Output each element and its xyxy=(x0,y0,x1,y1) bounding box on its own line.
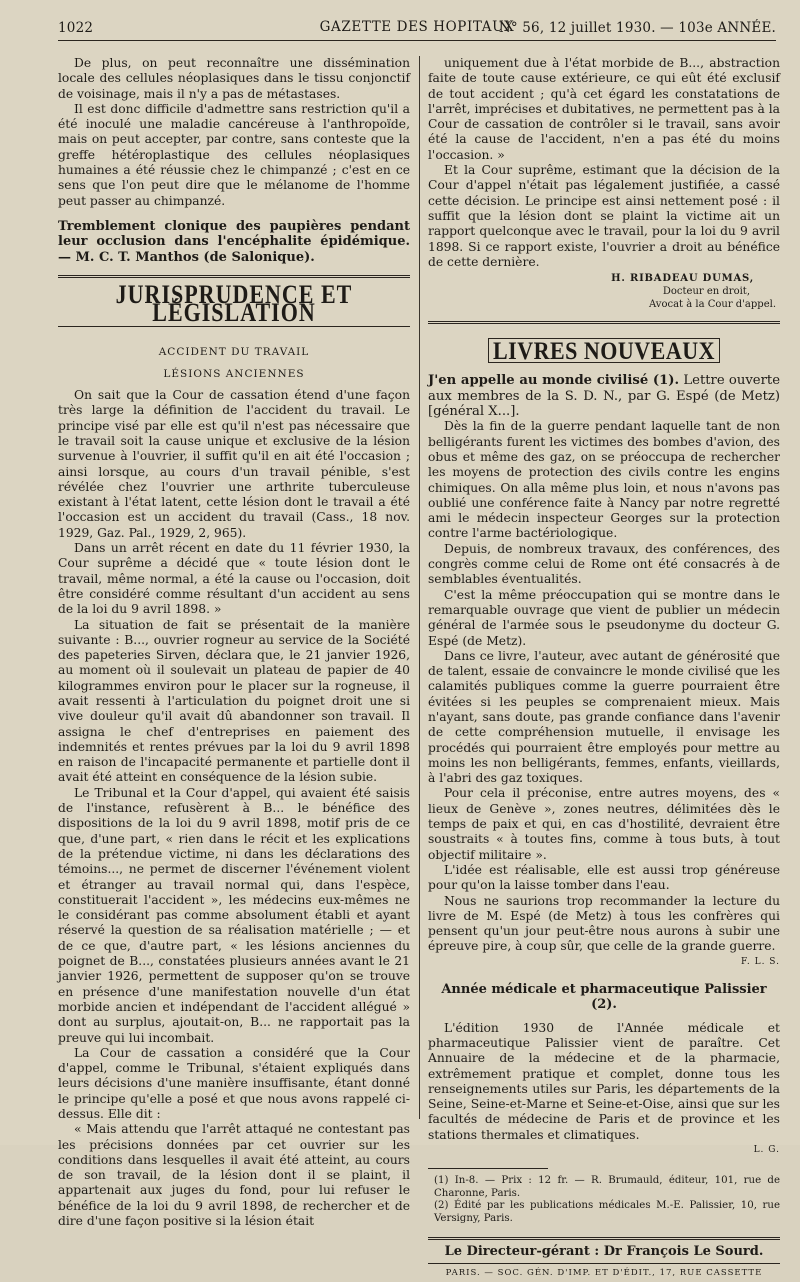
section-title-box xyxy=(488,336,720,366)
issue-info: N° 56, 12 juillet 1930. — 103e ANNÉE. xyxy=(498,20,776,36)
paragraph: La Cour de cassation a considéré que la Cour d'appel, comme le Tribunal, s'étaient expliqués dans leurs décisions d'une manière insuffisante, étant donné le principe qu'elle a posé et que nous avons rappelé ci-dessus. Elle dit : xyxy=(58,1045,410,1121)
subheading: LÉSIONS ANCIENNES xyxy=(163,367,305,380)
footnote: (1) In-8. — Prix : 12 fr. — R. Brumauld, éditeur, 101, rue de Charonne, Paris. xyxy=(434,1175,780,1199)
paragraph: Depuis, de nombreux travaux, des conférences, des congrès comme celui de Rome ont été consacrés à de semblables éventualités. xyxy=(428,541,780,587)
paragraph: De plus, on peut reconnaître une dissémination locale des cellules néoplasiques dans le tissu conjonctif de voisinage, mais il n'y a pas de métastases. xyxy=(58,56,410,101)
paragraph: Le Tribunal et la Cour d'appel, qui avaient été saisis de l'instance, refusèrent à B... le bénéfice des dispositions de la loi du 9 avril 1898, motif pris de ce que, d'une part, « rien dans le récit et les explications de la prétendue victime, ni dans les déclarations des témoins..., ne permet de discerner l'événement violent et étranger au travail normal qui, dans l'espèce, constituerait l'accident », les médecins eux-mêmes ne le considérant pas comme absolument établi et ayant réservé la question de sa réalisation matérielle ; — et de ce que, d'autre part, « les lésions anciennes du poignet de B..., constatées plusieurs années avant le 21 janvier 1926, permettent de supposer qu'on se trouve en présence d'une manifestation nouvelle d'un état morbide ancien et indépendant de l'accident allégué » dont au surplus, ajoutait-on, B... ne rapportait pas la preuve qui lui incombait. xyxy=(58,785,410,1045)
paragraph: Et la Cour suprême, estimant que la décision de la Cour d'appel n'était pas légalement justifiée, a cassé cette décision. Le principe est ainsi nettement posé : il suffit que la lésion dont se plaint la victime ait un rapport quelconque avec le travail, pour la loi du 9 avril 1898. Si ce rapport existe, l'ouvrier a droit au bénéfice de cette dernière. xyxy=(428,163,780,269)
review-subtitle: Lettre ouverte aux membres de la S. D. N., par G. Espé (de Metz) [général X...]. xyxy=(428,373,780,420)
review-heading xyxy=(428,373,780,419)
section-title: JURISPRUDENCE ET LÉGISLATION xyxy=(115,278,353,328)
footnote-rule xyxy=(428,1168,548,1169)
paragraph: La situation de fait se présentait de la manière suivante : B..., ouvrier rogneur au service de la Société des papeteries Sirven, déclara que, le 21 janvier 1926, au moment où il soulevait un plateau de papier de 40 kilogrammes environ pour le placer sur la rogneuse, il avait ressenti à l'articulation du poignet droit une si vive douleur qu'il avait dû abandonner son travail. Il assigna le chef d'entreprises en paiement des indemnités et rentes prévues par la loi du 9 avril 1898 en raison de l'incapacité permanente et partielle dont il avait été atteint en conséquence de la lésion subie. xyxy=(58,617,410,785)
paragraph: Pour cela il préconise, entre autres moyens, des « lieux de Genève », zones neutres, délimitées dès le temps de paix et qui, en cas d'hostilité, devraient être soustraits « à toutes fins, comme à tous buts, à tout objectif militaire ». xyxy=(428,786,780,862)
signature-title: Docteur en droit, xyxy=(662,286,750,298)
paragraph: C'est la même préoccupation qui se montre dans le remarquable ouvrage que vient de publier un médecin général de l'armée sous le pseudonyme du docteur G. Espé (de Metz). xyxy=(428,587,780,648)
review-initials: F. L. S. xyxy=(741,956,780,967)
footer-rule xyxy=(428,1237,780,1240)
paragraph: Dès la fin de la guerre pendant laquelle tant de non belligérants furent les victimes des bombes d'avion, des obus et même des gaz, on se préoccupa de rechercher les moyens de protection des civils contre les engins chimiques. On alla même plus loin, et nous n'avons pas oublié une conférence faite à Nancy par notre regretté ami le médecin inspecteur Georges sur la protection contre l'arme bactériologique. xyxy=(428,419,780,541)
section-rule xyxy=(428,321,780,324)
paragraph: Dans un arrêt récent en date du 11 février 1930, la Cour suprême a décidé que « toute lésion dont le travail, même normal, a été la cause ou l'occasion, doit être considéré comme résultant d'un accident au sens de la loi du 9 avril 1898. » xyxy=(58,541,410,617)
paragraph: Il est donc difficile d'admettre sans restriction qu'il a été inoculé une maladie cancéreuse à l'anthropoïde, mais on peut accepter, par contre, sans conteste que la greffe hétéroplastique des cellules néoplasiques humaines a été réussie chez le chimpanzé ; c'est en ce sens que l'on peut dire que le mélanome de l'homme peut passer au chimpanzé. xyxy=(58,101,410,208)
paragraph: Dans ce livre, l'auteur, avec autant de générosité que de talent, essaie de convaincre le monde civilisé que les calamités publiques comme la guerre pourraient être évitées si les peuples se comprenaient mieux. Mais n'ayant, sans doute, pas grande confiance dans l'avenir de cette compréhension mutuelle, il envisage les procédés qui pourraient être employés pour mettre au moins les non belligérants, femmes, enfants, vieillards, à l'abri des gaz toxiques. xyxy=(428,648,780,786)
column-divider xyxy=(419,56,420,1119)
columns xyxy=(58,56,780,1279)
paragraph: « Mais attendu que l'arrêt attaqué ne contestant pas les précisions données par cet ouvrier sur les conditions dans lesquelles il avait été atteint, au cours de son travail, de la lésion dont il se plaint, il appartenait aux juges du fond, pour lui refuser le bénéfice de la loi du 9 avril 1898, de rechercher et de dire d'une façon positive si la lésion était xyxy=(58,1122,410,1229)
signature-name: H. RIBADEAU DUMAS, xyxy=(611,273,754,285)
journal-title: GAZETTE DES HOPITAUX xyxy=(319,19,515,35)
review-title: Année médicale et pharmaceutique Palissier (2). xyxy=(441,982,767,1013)
left-column xyxy=(58,56,410,1229)
paragraph: On sait que la Cour de cassation étend d'une façon très large la définition de l'accident du travail. Le principe visé par elle est qu'il n'est pas nécessaire que le travail soit la cause unique et exclusive de la lésion survenue à l'ouvrier, il suffit qu'il en ait été l'occasion ; ainsi lorsque, au cours d'un travail pénible, s'est révélée chez l'ouvrier une arthrite tuberculeuse existant à l'état latent, cette lésion dont le travail a été l'occasion est un accident du travail (Cass., 18 nov. 1929, Gaz. Pal., 1929, 2, 965). xyxy=(58,388,410,540)
article-heading: Tremblement clonique des paupières pendant leur occlusion dans l'encéphalite épidémique. — M. C. T. Manthos (de Salonique). xyxy=(58,218,410,265)
review-title: J'en appelle au monde civilisé (1). xyxy=(428,373,680,389)
paragraph: Nous ne saurions trop recommander la lecture du livre de M. Espé (de Metz) à tous les confrères qui pensent qu'un jour peut-être nous aurons à subir une épreuve pire, à coup sûr, que celle de la grande guerre. xyxy=(428,893,780,954)
page-number: 1022 xyxy=(58,20,94,36)
footnote: (2) Édité par les publications médicales M.-E. Palissier, 10, rue Versigny, Paris. xyxy=(434,1200,780,1224)
section-rule xyxy=(58,275,410,278)
running-header xyxy=(58,18,776,41)
subheading: ACCIDENT DU TRAVAIL xyxy=(158,346,310,359)
director-line: Le Directeur-gérant : Dr François Le Sourd. xyxy=(444,1243,764,1259)
right-column xyxy=(428,56,780,1279)
signature xyxy=(428,272,780,311)
signature-affiliation: Avocat à la Cour d'appel. xyxy=(648,299,776,311)
paragraph: L'édition 1930 de l'Année médicale et pharmaceutique Palissier vient de paraître. Cet Annuaire de la médecine et de la pharmacie, extrêmement pratique et complet, donne tous les renseignements utiles sur Paris, les départements de la Seine, Seine-et-Marne et Seine-et-Oise, ainsi que sur les facultés de médecine de Paris et de province et les stations thermales et climatiques. xyxy=(428,1020,780,1142)
section-title: LIVRES NOUVEAUX xyxy=(492,336,716,366)
review-initials: L. G. xyxy=(753,1145,780,1155)
paragraph: L'idée est réalisable, elle est aussi trop généreuse pour qu'on la laisse tomber dans l'eau. xyxy=(428,862,780,893)
paragraph: uniquement due à l'état morbide de B..., abstraction faite de toute cause extérieure, ce qui eût été exclusif de tout accident ; qu'à cet égard les constatations de l'arrêt, imprécises et dubitatives, ne permettent pas à la Cour de cassation de contrôler si le travail, sans avoir été la cause de l'accident, n'en a pas été du moins l'occasion. » xyxy=(428,56,780,162)
printer-imprint: PARIS. — SOC. GÉN. D'IMP. ET D'ÉDIT., 17, RUE CASSETTE xyxy=(428,1263,780,1281)
